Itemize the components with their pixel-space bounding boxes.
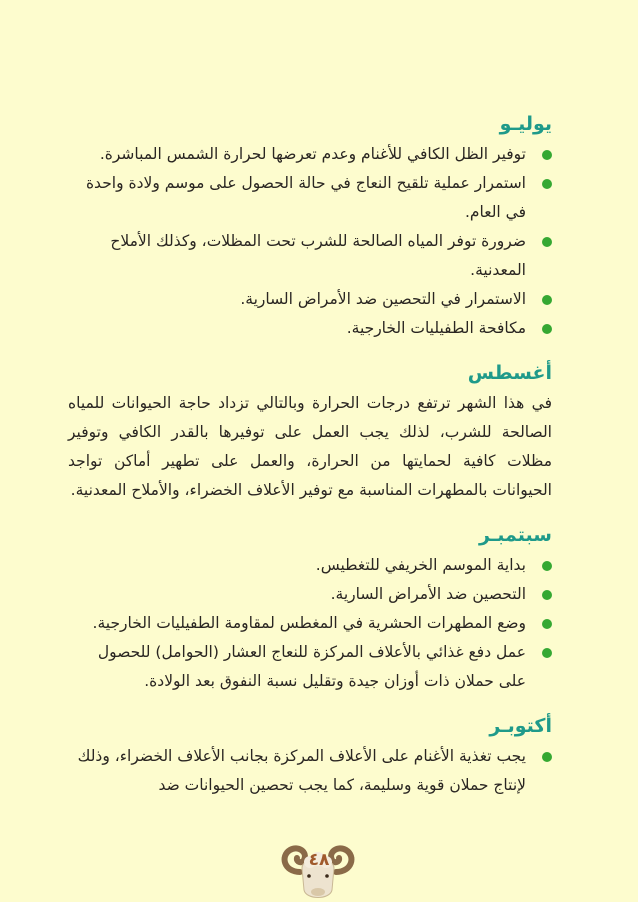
list-item — [68, 638, 552, 696]
list-item-text: التحصين ضد الأمراض السارية. — [330, 585, 526, 603]
section-july — [68, 110, 552, 343]
list-item — [68, 314, 552, 343]
section-august — [68, 359, 552, 505]
bullet-icon — [542, 619, 552, 629]
bullet-icon — [542, 237, 552, 247]
list-item — [68, 285, 552, 314]
list-item — [68, 169, 552, 227]
list-item — [68, 140, 552, 169]
bullet-list — [68, 551, 552, 696]
bullet-list — [68, 742, 552, 800]
list-item — [68, 551, 552, 580]
bullet-icon — [542, 150, 552, 160]
section-heading: يوليـو — [499, 113, 552, 135]
list-item-text: وضع المطهرات الحشرية في المغطس لمقاومة الطفيليات الخارجية. — [92, 614, 526, 632]
section-heading: سبتمبـر — [478, 524, 552, 546]
section-october — [68, 712, 552, 800]
bullet-icon — [542, 295, 552, 305]
list-item-text: استمرار عملية تلقيح النعاج في حالة الحصول على موسم ولادة واحدة في العام. — [85, 174, 526, 221]
list-item-text: بداية الموسم الخريفي للتغطيس. — [315, 556, 526, 574]
section-september — [68, 521, 552, 696]
bullet-icon — [542, 324, 552, 334]
bullet-icon — [542, 179, 552, 189]
list-item-text: الاستمرار في التحصين ضد الأمراض السارية. — [240, 290, 526, 308]
page-content — [68, 110, 552, 800]
list-item — [68, 227, 552, 285]
section-heading: أكتوبـر — [489, 715, 552, 737]
section-paragraph: في هذا الشهر ترتفع درجات الحرارة وبالتالي تزداد حاجة الحيوانات للمياه الصالحة للشرب، لذلك يجب العمل على توفيرها بالقدر الكافي وتوفير مظلات كافية لحمايتها من الحرارة، والعمل على تطهير أماكن تواجد الحيوانات بالمطهرات المناسبة مع توفير الأعلاف الخضراء، والأملاح المعدنية. — [68, 394, 552, 499]
page-number: ٤٨ — [308, 850, 330, 870]
list-item-text: يجب تغذية الأغنام على الأعلاف المركزة بجانب الأعلاف الخضراء، وذلك لإنتاج حملان قوية وسليمة، كما يجب تحصين الحيوانات ضد — [77, 747, 526, 794]
list-item-text: مكافحة الطفيليات الخارجية. — [346, 319, 526, 337]
page-footer — [0, 838, 638, 900]
list-item-text: ضرورة توفر المياه الصالحة للشرب تحت المظلات، وكذلك الأملاح المعدنية. — [110, 232, 526, 279]
section-heading: أغسطس — [467, 362, 552, 384]
list-item-text: عمل دفع غذائي بالأعلاف المركزة للنعاج العشار (الحوامل) للحصول على حملان ذات أوزان جيدة وتقليل نسبة النفوق بعد الولادة. — [97, 643, 526, 690]
list-item — [68, 742, 552, 800]
bullet-icon — [542, 561, 552, 571]
bullet-list — [68, 140, 552, 343]
list-item — [68, 609, 552, 638]
list-item — [68, 580, 552, 609]
bullet-icon — [542, 648, 552, 658]
list-item-text: توفير الظل الكافي للأغنام وعدم تعرضها لحرارة الشمس المباشرة. — [99, 145, 526, 163]
bullet-icon — [542, 752, 552, 762]
bullet-icon — [542, 590, 552, 600]
